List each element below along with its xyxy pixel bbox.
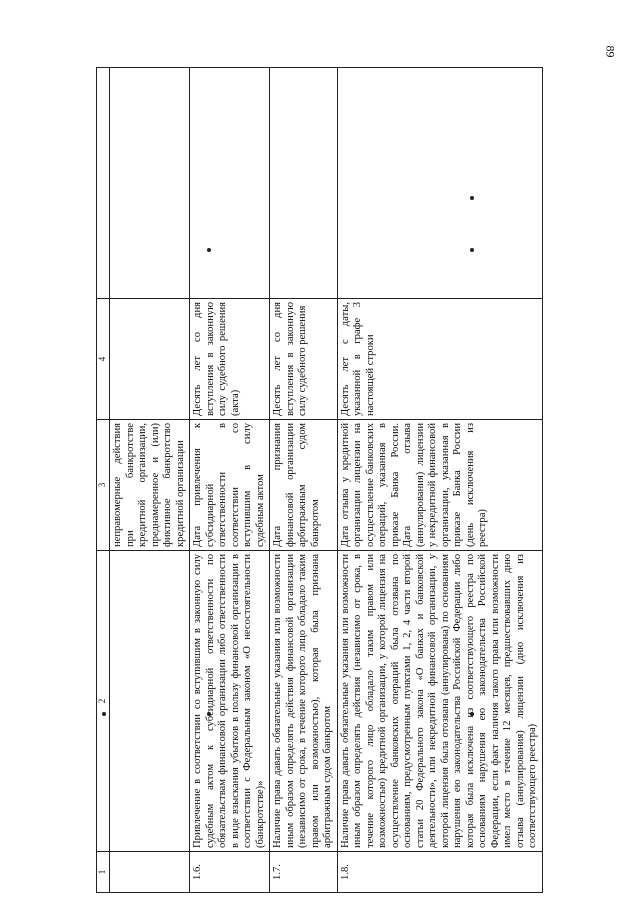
header-cell-4: 4	[97, 299, 110, 420]
header-cell-2: 2	[97, 551, 110, 852]
header-row	[97, 68, 110, 893]
cell-empty	[270, 68, 338, 299]
table-row-1-7	[270, 68, 338, 893]
rotated-table-wrapper	[96, 73, 558, 893]
cell-empty	[110, 68, 190, 299]
header-cell-1: 1	[97, 852, 110, 893]
row-condition: Наличие права давать обязательные указания или возможности иным образом определять действия (независимо от срока, в течение которого лицо обладало таким правом или возможностью) кредитной организации, у которой лицензия на осуществление банковских операций была отозвана по основаниям, предусмотренным пунктами 1, 2, 4 части второй статьи 20 Федерального закона «О банках и банковской деятельности», или некредитной финансовой организации, у которой лицензия была отозвана (аннулирована) по основаниям нарушения ею законодательства Российской Федерации либо которая была исключена из соответствующего реестра по основаниям нарушения ею законодательства Российской Федерации, если факт наличия такого права или возможности имел место в течение 12 месяцев, предшествовавших дню отзыва (аннулирования) лицензии (дню исключения из соответствующего реестра)	[337, 551, 542, 852]
cont-cell-3: неправомерные действия при банкротстве кредитной организации, преднамеренное и (или) фиктивное банкротство кредитной организации	[110, 420, 190, 551]
cell-empty	[110, 299, 190, 420]
row-number: 1.6.	[190, 852, 270, 893]
row-start-date: Дата отзыва у кредитной организации лицензии на осуществление банковских операций, указанная в приказе Банка России. Дата отзыва (аннулирования) лицензии у некредитной финансовой организации, указанная в приказе Банка России (день исключения из реестра)	[337, 420, 542, 551]
row-period: Десять лет со дня вступления в законную силу судебного решения (акта)	[190, 299, 270, 420]
table-row-1-8	[337, 68, 542, 893]
row-start-date: Дата признания финансовой организации арбитражным судом банкротом	[270, 420, 338, 551]
cell-empty	[337, 68, 542, 299]
row-start-date: Дата привлечения к субсидиарной ответственности в соответствии со вступившим в силу судебным актом	[190, 420, 270, 551]
row-number: 1.7.	[270, 852, 338, 893]
cell-empty	[110, 551, 190, 852]
continuation-row	[110, 68, 190, 893]
table-row-1-6	[190, 68, 270, 893]
page-number: 89	[603, 45, 618, 58]
cell-empty	[110, 852, 190, 893]
header-cell-5	[97, 68, 110, 299]
row-condition: Привлечение в соответствии со вступившим в законную силу судебным актом к субсидиарной ответственности по обязательствам финансовой организации либо ответственности в виде взыскания убытков в пользу финансовой организации в соответствии с Федеральным законом «О несостоятельности (банкротстве)»	[190, 551, 270, 852]
header-cell-3: 3	[97, 420, 110, 551]
cell-empty	[190, 68, 270, 299]
requirements-table	[96, 67, 543, 893]
row-number: 1.8.	[337, 852, 542, 893]
row-period: Десять лет со дня вступления в законную силу судебного решения	[270, 299, 338, 420]
row-period: Десять лет с даты, указанной в графе 3 настоящей строки	[337, 299, 542, 420]
row-condition: Наличие права давать обязательные указания или возможности иным образом определять действия финансовой организации (независимо от срока, в течение которого лицо обладало таким правом или возможностью), которая была признана арбитражным судом банкротом	[270, 551, 338, 852]
